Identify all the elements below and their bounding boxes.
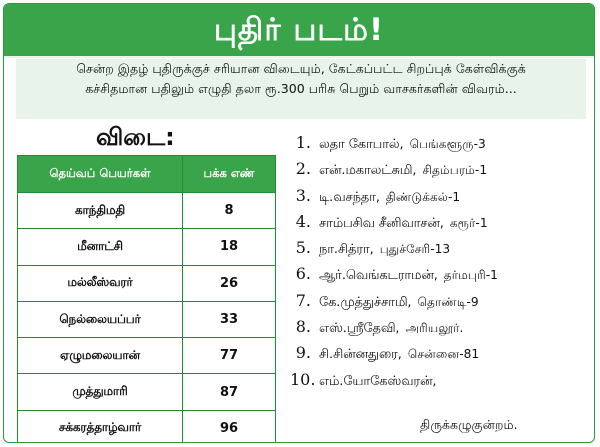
page-title: புதிர் படம்! [213,11,385,48]
page-number: 87 [219,384,239,400]
winner-number: 1. [295,133,311,152]
winner-number: 4. [295,211,311,231]
puzzle-results-panel [3,3,595,443]
deity-name: முத்துமாரி [18,374,183,409]
intro-text: சென்ற இதழ் புதிருக்குச் சரியான விடையும், கேட்கப்பட்ட சிறப்புக் கேள்விக்குக் கச்சிதமான பதிலும் எழுதி தலா ரூ.300 பரிசு பெறும் வாசகர்களின் விவரம்... [16,59,586,119]
table-row [18,265,275,301]
winner-number: 9. [295,343,311,363]
header-page-number: பக்க எண் [203,166,255,180]
deity-name: மீனாட்சி [18,229,183,264]
winner-item [290,261,592,287]
winner-item [290,340,592,366]
winner-item [290,183,592,209]
winner-number: 7. [295,290,311,310]
table-row [18,192,275,228]
winner-name: எஸ்.ஸ்ரீதேவி, [319,321,400,337]
winner-item [290,235,592,261]
page-number: 26 [219,275,239,291]
table-row [18,228,275,264]
winner-number: 6. [295,264,311,284]
title-banner [4,4,594,58]
answer-table [17,155,276,443]
page-number: 77 [219,348,239,364]
winner-place: திருக்கழுகுன்றம். [420,417,518,432]
page-number: 8 [224,203,234,219]
winner-item [290,288,592,314]
winner-number: 3. [295,185,311,205]
deity-name: மல்லீஸ்வரர் [18,266,183,301]
winner-name: சி.சின்னதுரை, [319,347,402,363]
winner-name: நா.சித்ரா, [319,242,374,258]
winner-number: 10. [290,369,316,389]
winner-place: தொண்டி-9 [417,294,479,309]
answer-heading: விடை: [96,123,175,151]
winner-number: 8. [295,317,311,337]
winner-item [290,314,592,340]
deity-name: சக்கரத்தாழ்வார் [18,411,183,443]
winner-name: லதா கோபால், [319,137,404,152]
page-number: 96 [219,420,239,436]
winner-number: 2. [295,159,311,179]
winner-place: சென்னை-81 [407,347,480,362]
deity-name: ஏழுமலையான் [18,338,183,373]
winner-name: என்.மகாலட்சுமி, [319,163,417,179]
winner-name: டி.வசந்தா, [319,189,380,205]
winner-name: ஆர்.வெங்கடராமன், [319,268,438,284]
winner-place: அரியலூர். [405,321,464,336]
winner-place: தர்மபுரி-1 [443,268,498,283]
winners-list [290,130,592,432]
winner-place: பெங்களூரு-3 [409,137,486,151]
deity-name: காந்திமதி [18,193,183,228]
header-deity-names: தெய்வப் பெயர்கள் [18,156,183,192]
winner-place: திண்டுக்கல்-1 [385,189,461,204]
winner-place: கரூர்-1 [449,215,488,230]
winner-name: சாம்பசிவ சீனிவாசன், [319,215,444,231]
table-row [18,410,275,443]
table-row [18,301,275,337]
winner-number: 5. [295,238,311,258]
winner-item [290,156,592,182]
deity-name: நெல்லையப்பர் [18,302,183,337]
page-number: 33 [219,312,239,328]
winner-name: கே.முத்துச்சாமி, [319,294,412,310]
winner-item [290,209,592,235]
winner-place: சிதம்பரம்-1 [422,163,488,178]
table-header [18,156,275,192]
winner-name: எம்.யோகேஸ்வரன், [319,373,437,389]
winner-item [290,130,592,156]
page-number: 18 [219,239,239,255]
winner-place: புதுச்சேரி-13 [379,242,451,257]
winner-item [290,367,592,393]
table-row [18,337,275,373]
table-row [18,373,275,409]
